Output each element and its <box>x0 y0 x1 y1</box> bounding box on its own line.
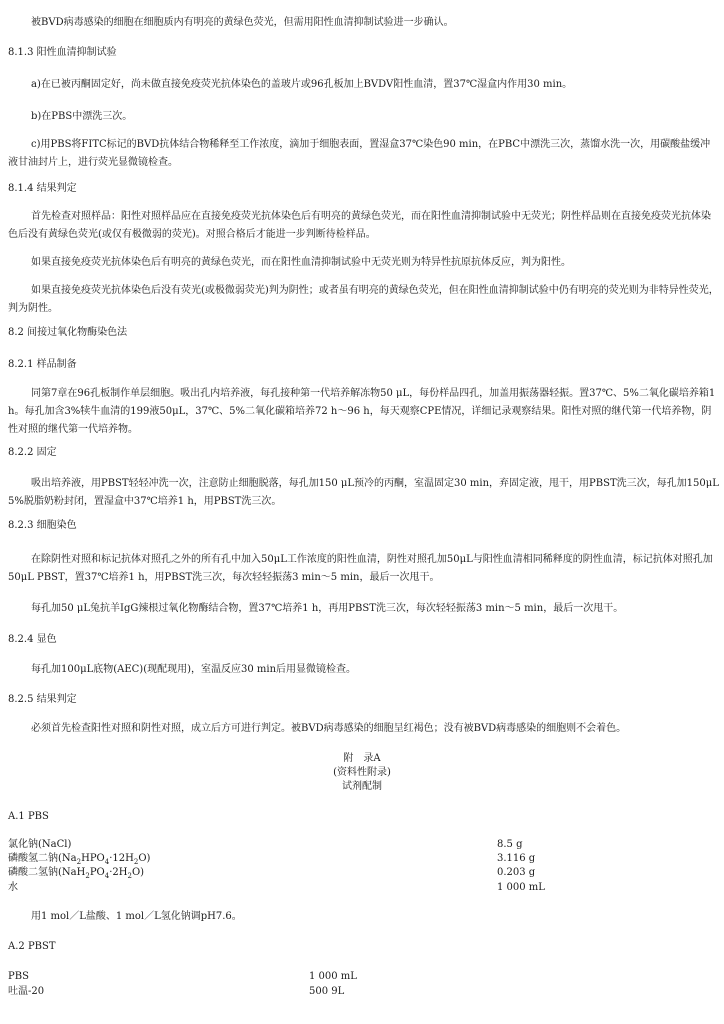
step-c: c)用PBS将FITC标记的BVD抗体结合物稀释至工作浓度，滴加于细胞表面，置湿盒37℃染色90 min，在PBC中漂洗三次，蒸馏水洗一次，用碳酸盐缓冲液甘油封片上，进行荧光显微镜检查。 <box>8 139 711 168</box>
appendix-name: 试剂配制 <box>342 781 382 792</box>
reagent-nacl: 氯化钠(NaCl) <box>8 839 72 850</box>
heading-a-1: A.1 PBS <box>8 811 49 822</box>
reagent-pbs: PBS <box>8 971 29 982</box>
step-b: b)在PBS中漂洗三次。 <box>31 111 133 122</box>
reagent-water-amount: 1 000 mL <box>497 882 545 893</box>
reagent-nah2po4: 磷酸二氢钠$(NaH_2PO_4\cdot 2H_2O)$ <box>8 867 145 880</box>
reagent-nacl-amount: 8.5 g <box>497 839 523 850</box>
paragraph-bvd-cytoplasm: 被BVD病毒感染的细胞在细胞质内有明亮的黄绿色荧光，但需用阳性血清抑制试验进一步确认。 <box>31 17 454 28</box>
appendix-title: 附 录A <box>343 753 381 764</box>
heading-8-2-5: 8.2.5 结果判定 <box>8 694 77 705</box>
paragraph-hrp-conjugate: 每孔加50 μL兔抗羊IgG辣根过氧化物酶结合物，置37℃培养1 h，再用PBST洗三次，每次轻轻振荡3 min～5 min，最后一次甩干。 <box>31 603 624 614</box>
heading-8-2-1: 8.2.1 样品制备 <box>8 359 77 370</box>
reagent-na2hpo4-amount: 3.116 g <box>497 853 536 864</box>
reagent-na2hpo4: 磷酸氢二钠$(Na_2HPO_4\cdot 12H_2O)$ <box>8 853 151 866</box>
heading-8-2-4: 8.2.4 显色 <box>8 634 57 645</box>
heading-8-1-4: 8.1.4 结果判定 <box>8 183 77 194</box>
heading-8-1-3: 8.1.3 阳性血清抑制试验 <box>8 47 117 58</box>
heading-a-2: A.2 PBST <box>8 941 56 952</box>
paragraph-positive-judgement: 如果直接免疫荧光抗体染色后有明亮的黄绿色荧光，而在阳性血清抑制试验中无荧光则为特异性抗原抗体反应，判为阳性。 <box>31 257 571 268</box>
paragraph-result-judgement: 必须首先检查阳性对照和阴性对照，成立后方可进行判定。被BVD病毒感染的细胞呈红褐色；没有被BVD病毒感染的细胞则不会着色。 <box>31 723 627 734</box>
reagent-pbs-amount: 1 000 mL <box>309 971 357 982</box>
reagent-nah2po4-amount: 0.203 g <box>497 867 536 878</box>
heading-8-2-2: 8.2.2 固定 <box>8 447 57 458</box>
heading-8-2-3: 8.2.3 细胞染色 <box>8 520 77 531</box>
reagent-tween20: 吐温-20 <box>8 986 45 997</box>
paragraph-fixation: 吸出培养液，用PBST轻轻冲洗一次，注意防止细胞脱落，每孔加150 μL预冷的丙酮，室温固定30 min，弃固定液，甩干，用PBST洗三次，每孔加150μL 5%脱脂奶粉封闭，置湿盒中37℃培养1 h，用PBST洗三次。 <box>8 478 719 507</box>
paragraph-cell-staining: 在除阴性对照和标记抗体对照孔之外的所有孔中加入50μL工作浓度的阳性血清，阴性对照孔加50μL与阳性血清相同稀释度的阴性血清，标记抗体对照孔加50μL PBST，置37℃培养1 h，用PBST洗三次，每次轻轻振荡3 min～5 min，最后一次甩干。 <box>8 554 713 583</box>
paragraph-color-development: 每孔加100μL底物(AEC)(现配现用)，室温反应30 min后用显微镜检查。 <box>31 664 357 675</box>
paragraph-negative-judgement: 如果直接免疫荧光抗体染色后没有荧光(或极微弱荧光)判为阴性；或者虽有明亮的黄绿色荧光，但在阳性血清抑制试验中仍有明亮的荧光则为非特异性荧光，判为阴性。 <box>8 285 719 314</box>
step-a: a)在已被丙酮固定好，尚未做直接免疫荧光抗体染色的盖玻片或96孔板加上BVDV阳性血清，置37℃湿盒内作用30 min。 <box>31 79 573 90</box>
paragraph-control-check: 首先检查对照样品：阳性对照样品应在直接免疫荧光抗体染色后有明亮的黄绿色荧光，而在阳性血清抑制试验中无荧光；阴性样品则在直接免疫荧光抗体染色后没有黄绿色荧光(或仅有极微弱的荧光)。对照合格后才能进一步判断待检样品。 <box>8 211 711 240</box>
paragraph-sample-prep: 同第7章在96孔板制作单层细胞。吸出孔内培养液，每孔接种第一代培养解冻物50 μL，每份样品四孔，加盖用振荡器轻振。置37℃、5%二氧化碳培养箱1 h。每孔加含3%犊牛血清的199液50μL，37℃、5%二氧化碳箱培养72 h～96 h，每天观察CPE情况，详细记录观察结果。阳性对照的继代第一代培养物，阴性对照的继代第一代培养物。 <box>8 388 716 435</box>
appendix-subtitle: (资料性附录) <box>333 767 391 778</box>
reagent-water: 水 <box>8 882 18 893</box>
ph-adjust-note: 用1 mol／L盐酸、1 mol／L氢化钠调pH7.6。 <box>31 911 242 922</box>
heading-8-2: 8.2 间接过氧化物酶染色法 <box>8 327 128 338</box>
reagent-tween20-amount: 500 9L <box>309 986 345 997</box>
